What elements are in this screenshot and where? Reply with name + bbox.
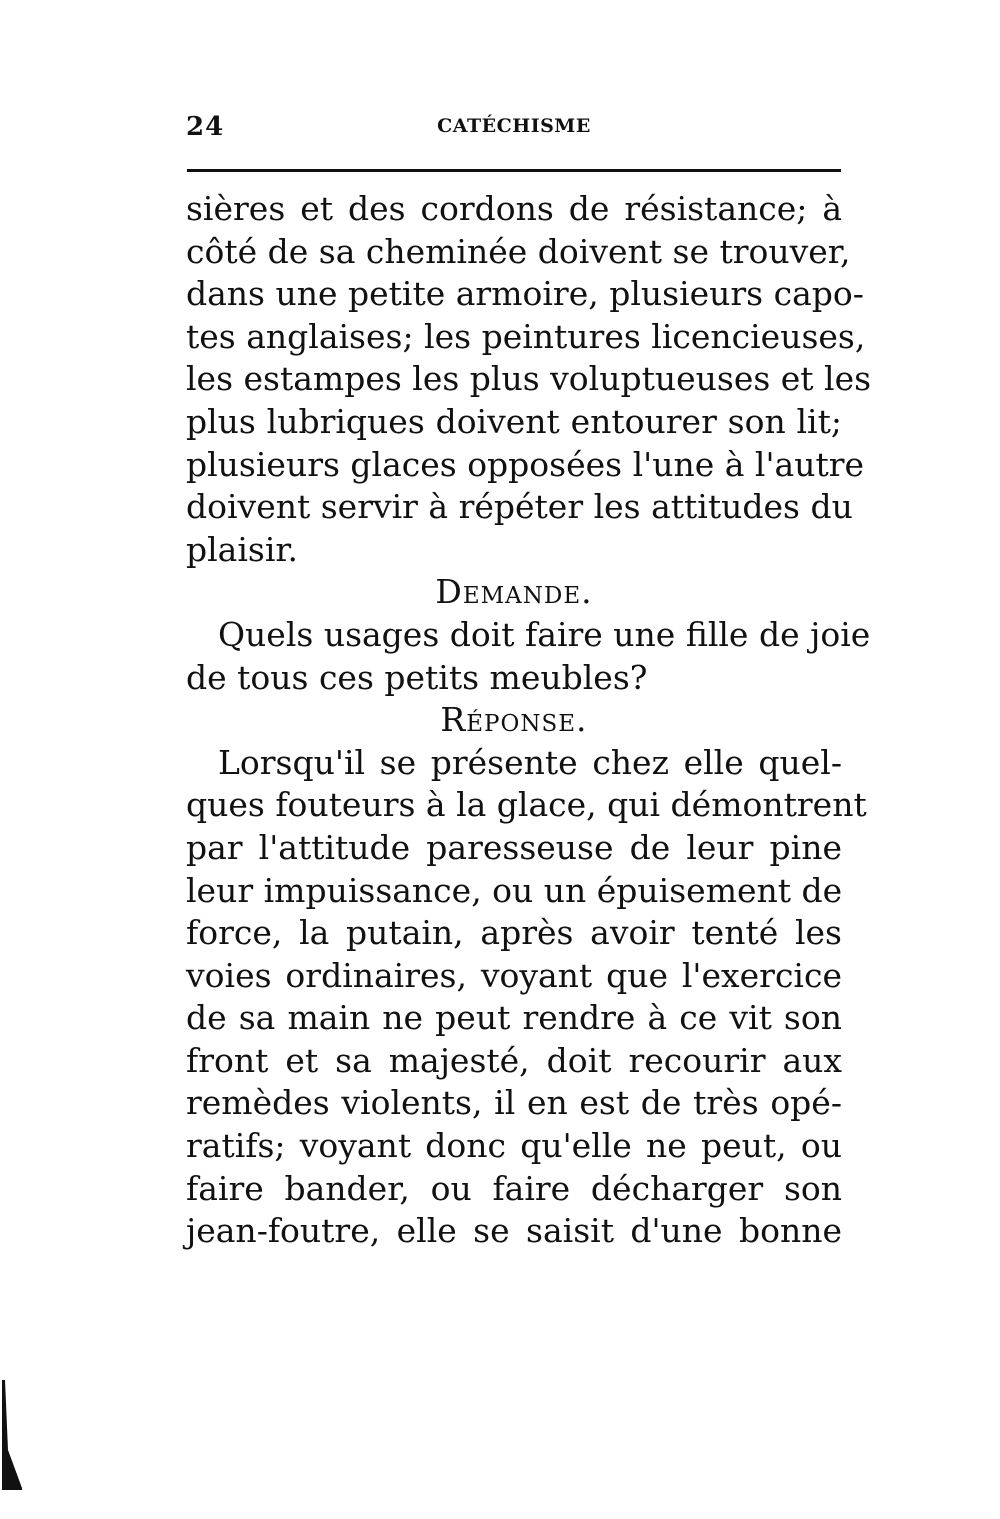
text-line: côté de sa cheminée doivent se trouver, [186, 231, 851, 271]
text-line: de sa main ne peut rendre à ce vit son [186, 998, 842, 1038]
text-line: dans une petite armoire, plusieurs capo- [186, 274, 864, 314]
text-line: force, la putain, après avoir tenté les [186, 913, 842, 953]
text-line: jean-foutre, elle se saisit d'une bonne [186, 1211, 842, 1251]
text-line: front et sa majesté, doit recourir aux [186, 1040, 842, 1080]
text-line: ques fouteurs à la glace, qui démontrent [186, 785, 867, 825]
text-line: plaisir. [186, 529, 299, 569]
running-title: CATÉCHISME [437, 115, 591, 137]
text-line: doivent servir à répéter les attitudes du [186, 487, 853, 527]
text-line: leur impuissance, ou un épuisement de [186, 870, 843, 910]
text-line: Quels usages doit faire une fille de joie [218, 614, 871, 654]
text-line: ratifs; voyant donc qu'elle ne peut, ou [186, 1126, 842, 1166]
page-header [186, 112, 842, 152]
text-line: par l'attitude paresseuse de leur pine [186, 827, 842, 867]
text-line: les estampes les plus voluptueuses et les [186, 359, 872, 399]
text-line: plusieurs glaces opposées l'une à l'autre [186, 444, 865, 484]
text-line: plus lubriques doivent entourer son lit; [186, 401, 842, 441]
text-line: voies ordinaires, voyant que l'exercice [186, 955, 842, 995]
text-line: sières et des cordons de résistance; à [186, 189, 842, 228]
header-rule [187, 169, 841, 172]
body-text [186, 188, 872, 1253]
text-line: de tous ces petits meubles? [186, 657, 648, 697]
text-line: remèdes violents, il en est de très opé- [186, 1083, 842, 1123]
scan-edge-mark [0, 1380, 24, 1490]
section-heading-demande: Demande. [435, 572, 593, 612]
text-line: faire bander, ou faire décharger son [186, 1168, 842, 1208]
text-line: tes anglaises; les peintures licencieuses, [186, 316, 866, 356]
section-heading-reponse: Réponse. [440, 700, 588, 740]
page-number: 24 [186, 112, 225, 142]
text-line: Lorsqu'il se présente chez elle quel- [218, 742, 842, 782]
